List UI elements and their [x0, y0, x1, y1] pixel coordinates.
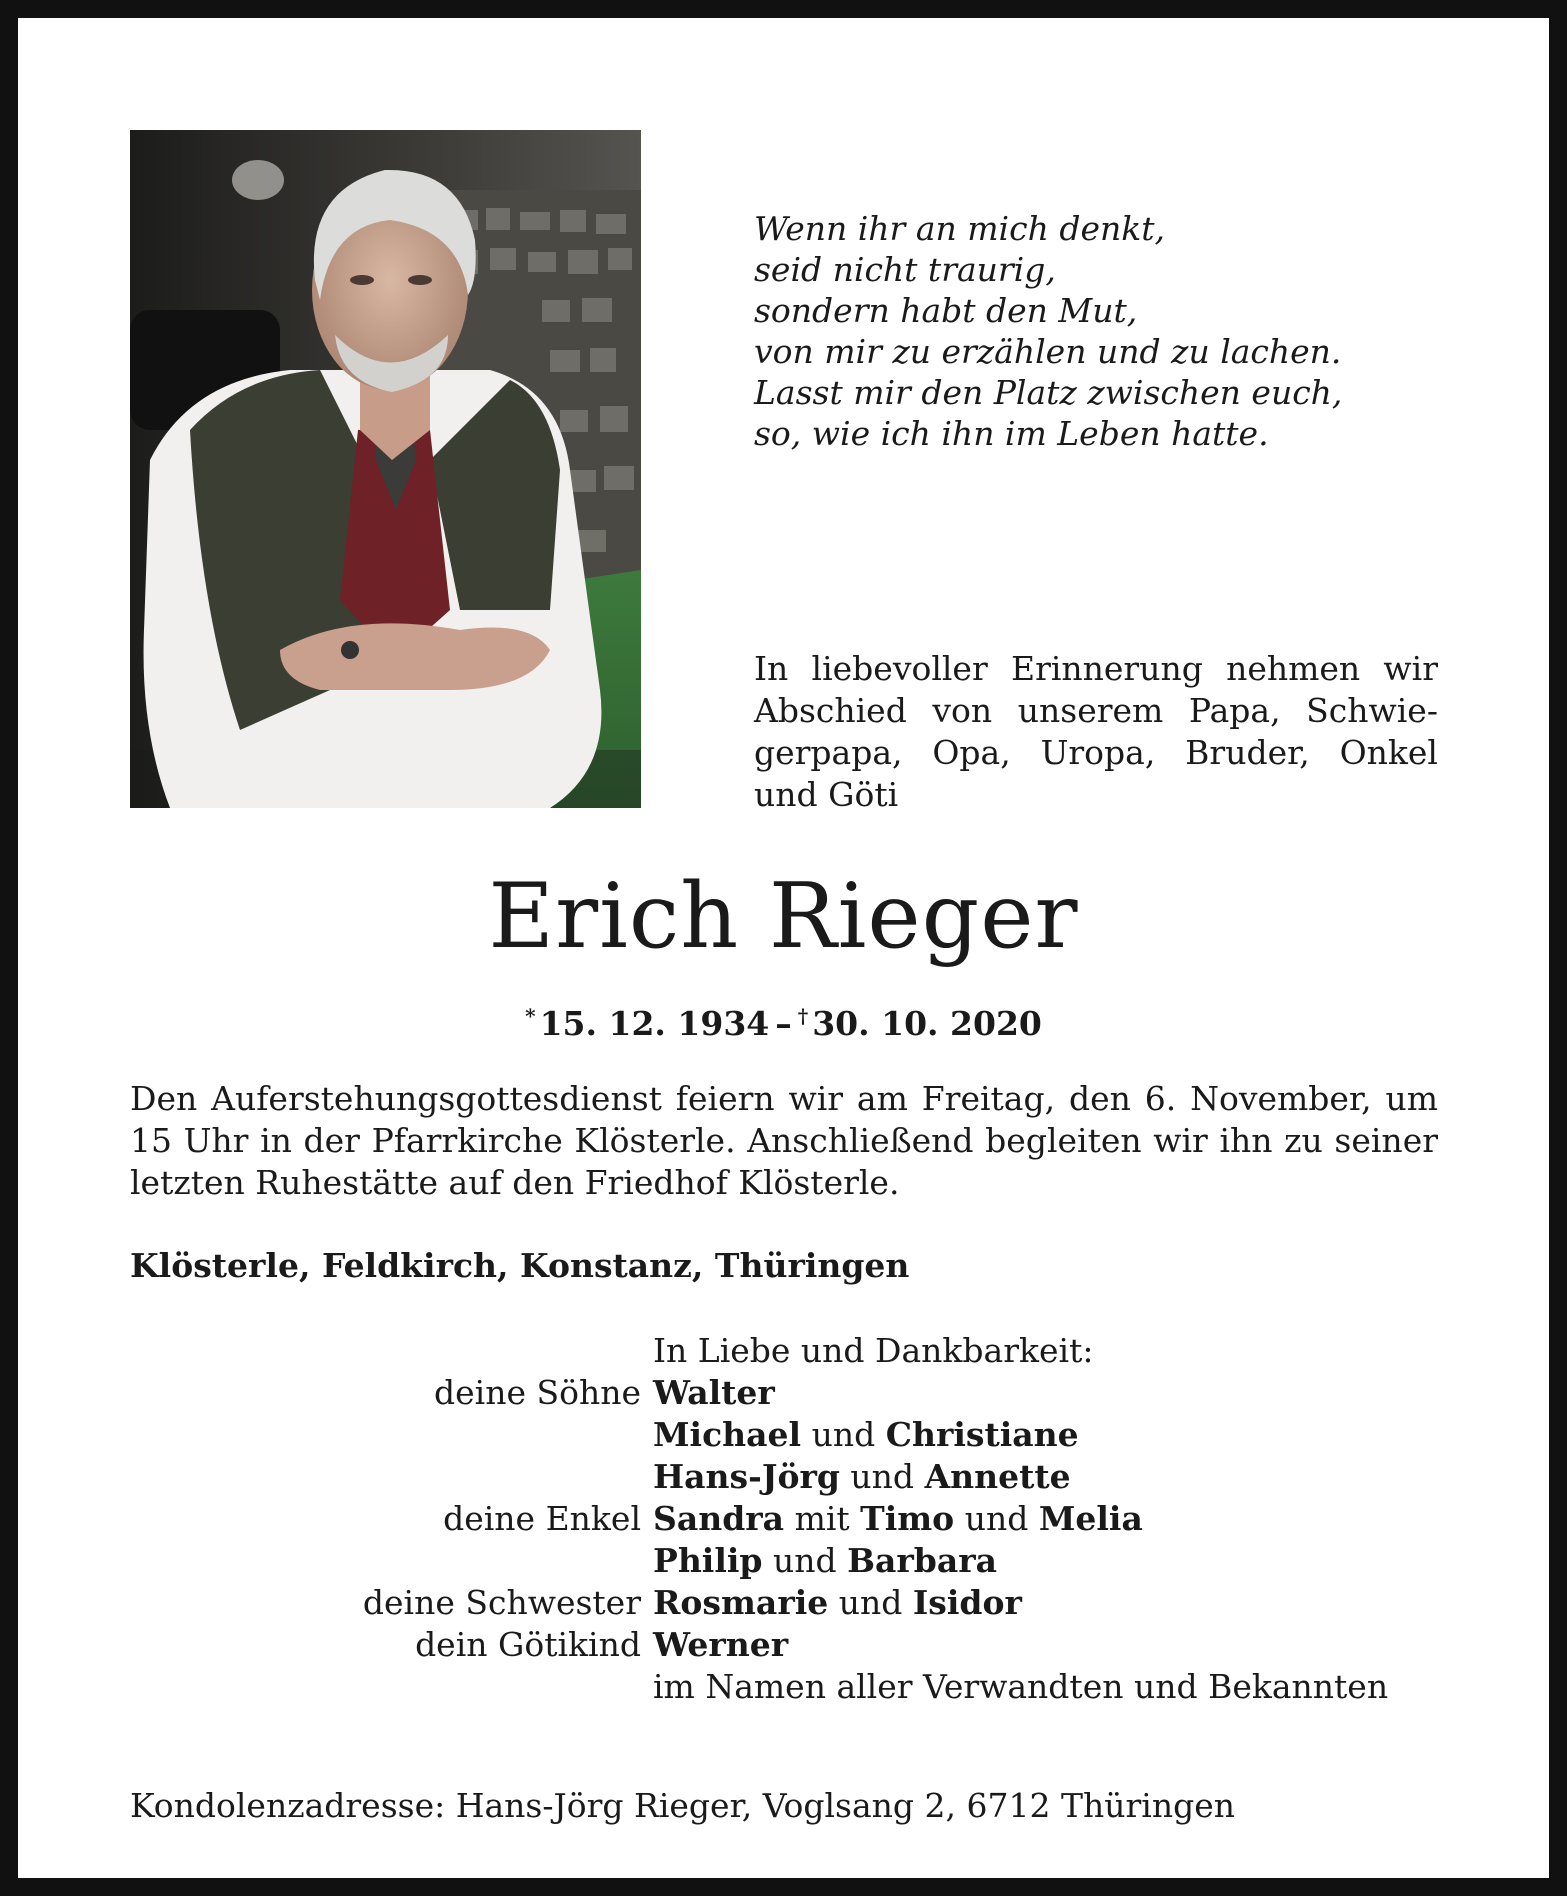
locations: Klösterle, Feldkirch, Konstanz, Thüringen — [130, 1246, 910, 1285]
farewell-intro — [754, 648, 1438, 816]
family-row-grandchildren — [130, 1498, 1450, 1540]
poem-line: sondern habt den Mut, — [754, 291, 1138, 330]
intro-line: und Göti — [754, 775, 899, 814]
poem-line: Lasst mir den Platz zwischen euch, — [754, 373, 1343, 412]
relation-label: deine Schwester — [362, 1583, 641, 1622]
connector: und — [773, 1541, 837, 1580]
intro-line: gerpapa, Opa, Uropa, Bruder, Onkel — [754, 733, 1438, 772]
portrait-photo — [130, 130, 641, 808]
family-member: Hans-Jörg — [653, 1457, 840, 1496]
service-line: letzten Ruhestätte auf den Friedhof Klösterle. — [130, 1163, 900, 1202]
life-dates — [0, 994, 1567, 1046]
family-member: Michael — [653, 1415, 802, 1454]
relation-label: dein Götikind — [415, 1625, 641, 1664]
connector: mit — [794, 1499, 850, 1538]
family-member: Werner — [653, 1625, 789, 1664]
family-member: Philip — [653, 1541, 763, 1580]
condolence-address: Kondolenzadresse: Hans-Jörg Rieger, Voglsang 2, 6712 Thüringen — [130, 1786, 1235, 1825]
connector: und — [811, 1415, 876, 1454]
family-closing-row — [130, 1666, 1450, 1708]
birth-symbol: * — [525, 1004, 536, 1028]
date-separator: – — [775, 1004, 792, 1043]
relation-label: deine Enkel — [443, 1499, 641, 1538]
intro-line: Abschied von unserem Papa, Schwie- — [754, 691, 1438, 730]
family-list — [130, 1330, 1450, 1708]
death-date: 30. 10. 2020 — [812, 1004, 1042, 1043]
deceased-name: Erich Rieger — [488, 864, 1079, 969]
family-row — [130, 1414, 1450, 1456]
funeral-service-text — [130, 1078, 1438, 1204]
birth-date: 15. 12. 1934 — [539, 1004, 770, 1043]
relation-label: deine Söhne — [434, 1373, 641, 1412]
family-row-sons — [130, 1372, 1450, 1414]
connector: und — [850, 1457, 915, 1496]
family-member: Sandra — [653, 1499, 785, 1538]
family-member: Walter — [653, 1373, 775, 1412]
poem-line: Wenn ihr an mich denkt, — [754, 209, 1165, 248]
family-row — [130, 1456, 1450, 1498]
family-row-godchild — [130, 1624, 1450, 1666]
connector: und — [964, 1499, 1029, 1538]
poem-line: seid nicht traurig, — [754, 250, 1056, 289]
family-closing: im Namen aller Verwandten und Bekannten — [653, 1667, 1389, 1706]
service-line: Den Auferstehungsgottesdienst feiern wir am Freitag, den 6. November, um — [130, 1079, 1438, 1118]
family-member: Melia — [1038, 1499, 1143, 1538]
family-heading-row — [130, 1330, 1450, 1372]
family-member: Annette — [924, 1457, 1071, 1496]
family-row-sister — [130, 1582, 1450, 1624]
family-member: Isidor — [912, 1583, 1022, 1622]
family-heading: In Liebe und Dankbarkeit: — [653, 1331, 1094, 1370]
service-line: 15 Uhr in der Pfarrkirche Klösterle. Anschließend begleiten wir ihn zu seiner — [130, 1121, 1438, 1160]
family-member: Christiane — [885, 1415, 1079, 1454]
memorial-poem — [754, 208, 1454, 454]
poem-line: von mir zu erzählen und zu lachen. — [754, 332, 1342, 371]
connector: und — [838, 1583, 903, 1622]
family-member: Timo — [860, 1499, 955, 1538]
intro-line: In liebevoller Erinnerung nehmen wir — [754, 649, 1438, 688]
family-member: Barbara — [847, 1541, 998, 1580]
poem-line: so, wie ich ihn im Leben hatte. — [754, 414, 1269, 453]
family-row — [130, 1540, 1450, 1582]
family-member: Rosmarie — [653, 1583, 829, 1622]
death-symbol: † — [797, 1004, 809, 1028]
